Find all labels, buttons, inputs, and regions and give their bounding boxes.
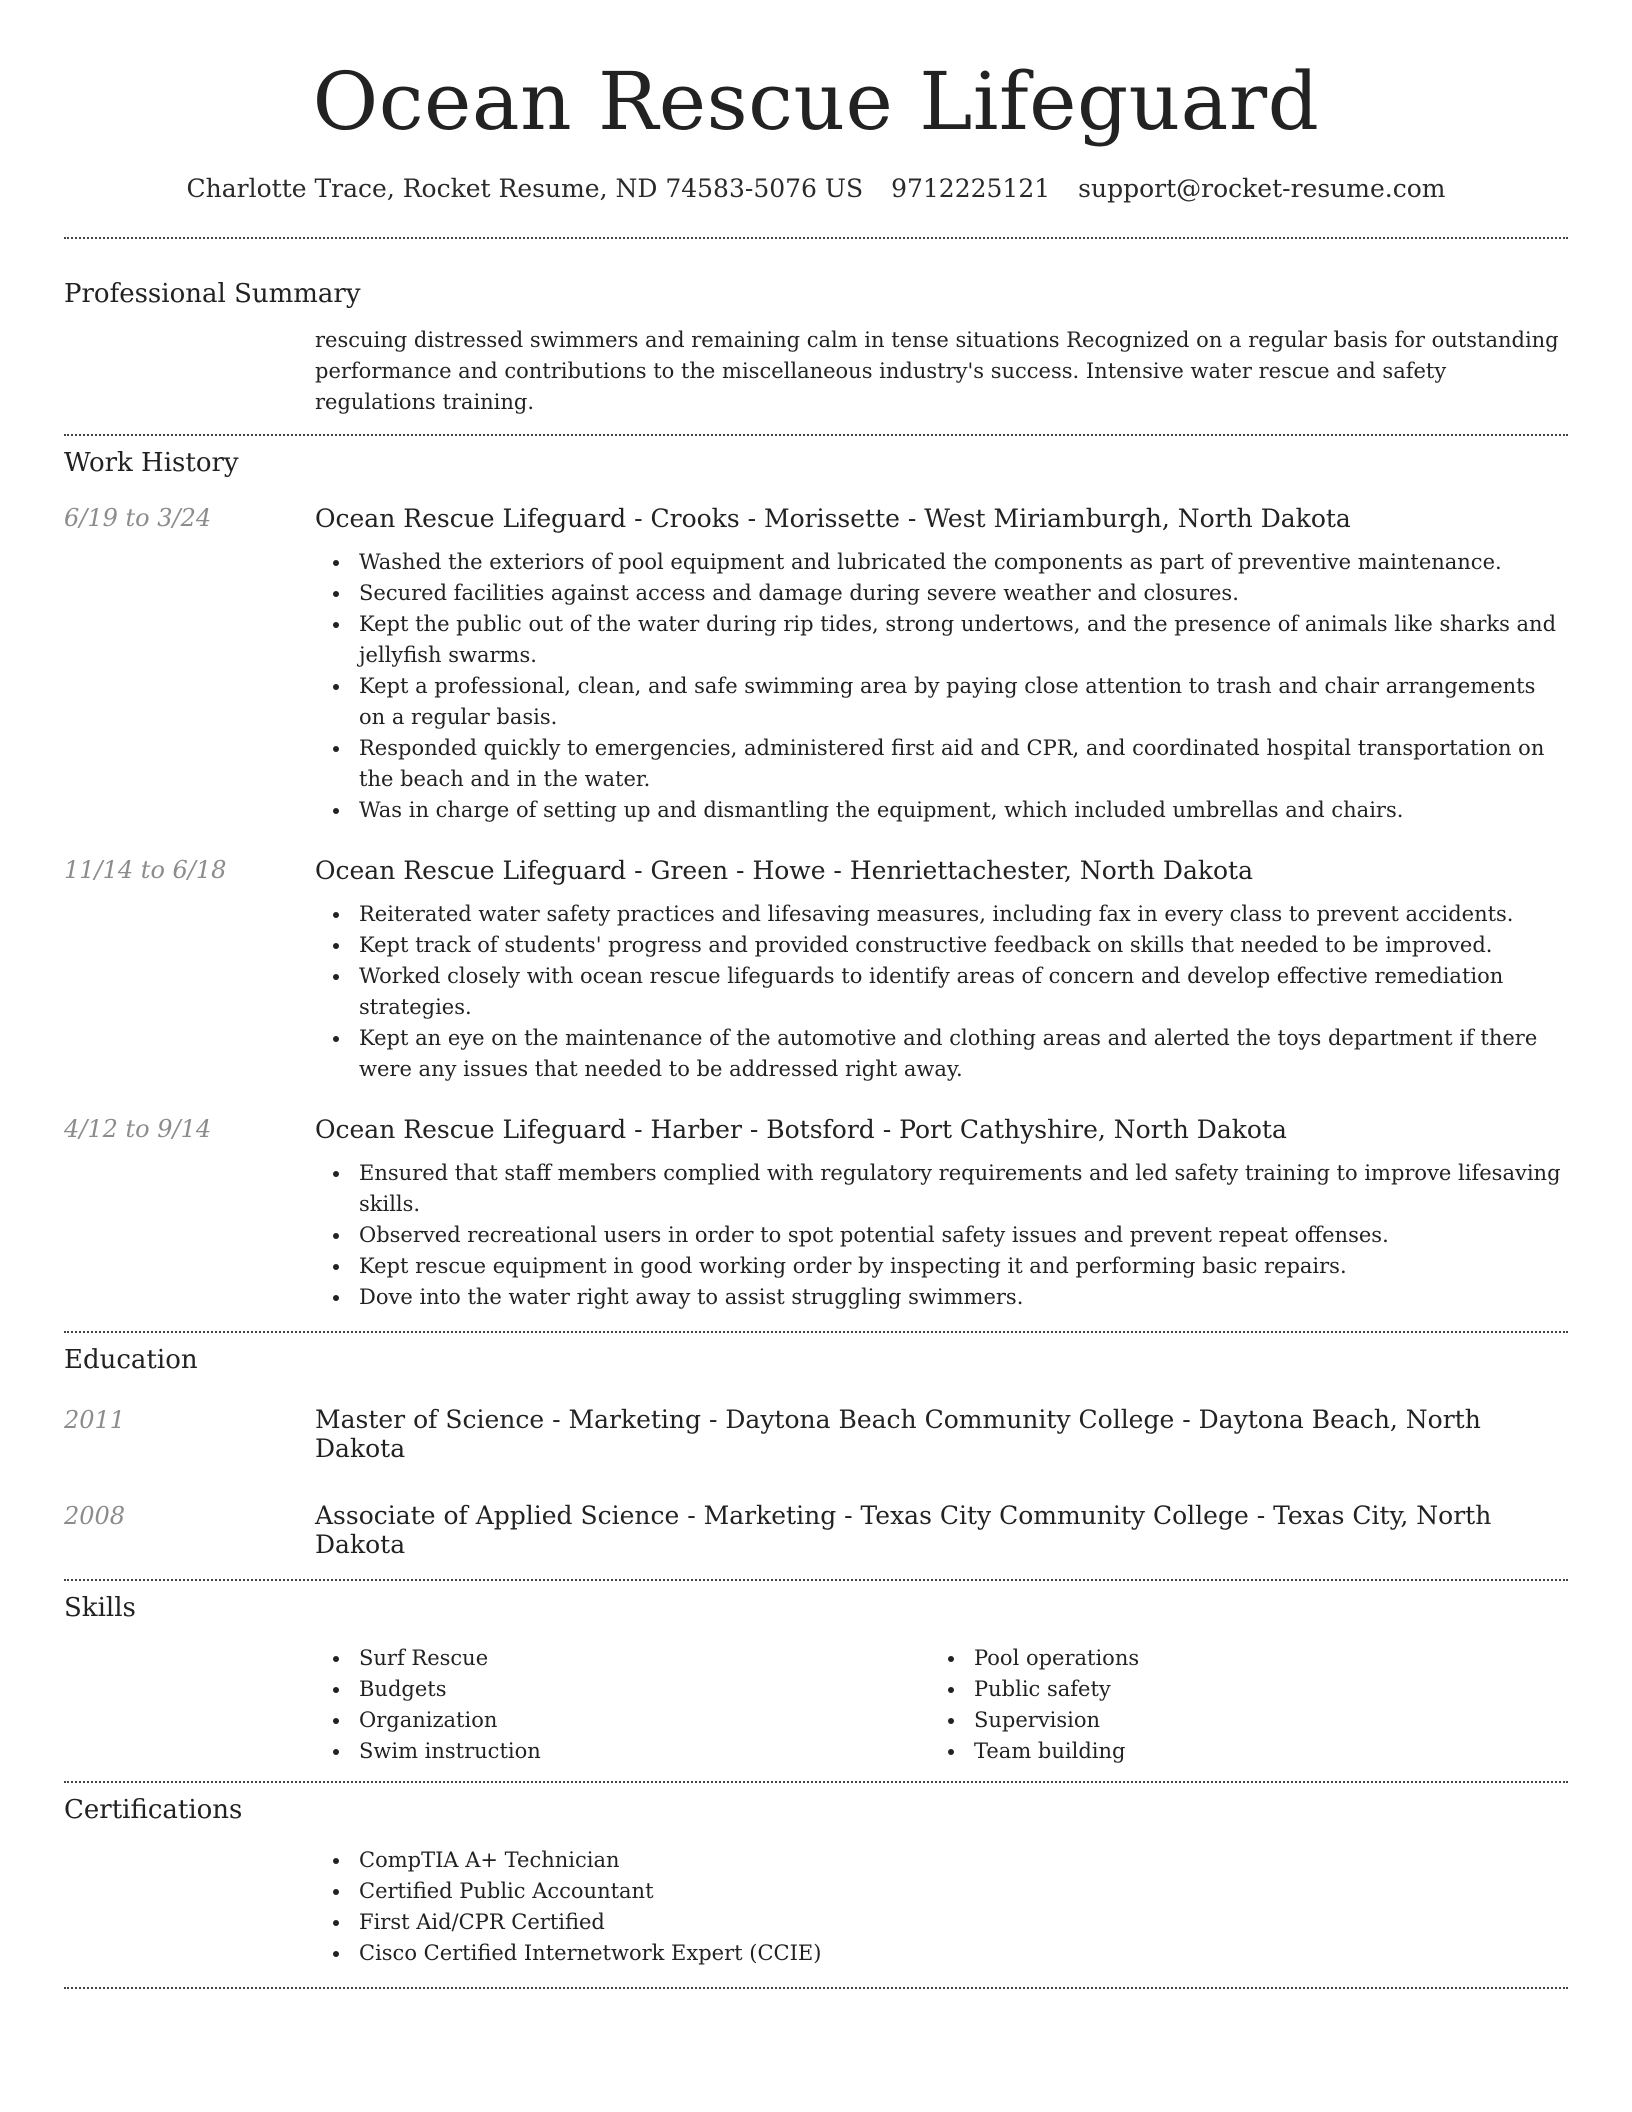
job-bullets xyxy=(315,899,1568,1085)
list-item: Certified Public Accountant xyxy=(315,1876,1568,1907)
divider xyxy=(64,1781,1568,1783)
list-item: Observed recreational users in order to spot potential safety issues and prevent repeat offenses. xyxy=(315,1220,1568,1251)
job-date: 11/14 to 6/18 xyxy=(64,856,227,884)
education-heading: Education xyxy=(64,1345,198,1375)
list-item: Kept the public out of the water during rip tides, strong undertows, and the presence of animals like sharks and jellyfish swarms. xyxy=(315,609,1568,671)
education-title: Master of Science - Marketing - Daytona Beach Community College - Daytona Beach, North Dakota xyxy=(315,1405,1481,1463)
job-entry xyxy=(64,504,1568,826)
list-item: Ensured that staff members complied with regulatory requirements and led safety training to improve lifesaving skills. xyxy=(315,1158,1568,1220)
list-item: Swim instruction xyxy=(315,1736,930,1767)
list-item: Organization xyxy=(315,1705,930,1736)
list-item: Kept an eye on the maintenance of the automotive and clothing areas and alerted the toys department if there were any issues that needed to be addressed right away. xyxy=(315,1023,1568,1085)
list-item: First Aid/CPR Certified xyxy=(315,1907,1568,1938)
list-item: Kept a professional, clean, and safe swimming area by paying close attention to trash and chair arrangements on a regular basis. xyxy=(315,671,1568,733)
list-item: Reiterated water safety practices and lifesaving measures, including fax in every class to prevent accidents. xyxy=(315,899,1568,930)
summary-heading: Professional Summary xyxy=(64,279,361,309)
list-item: Supervision xyxy=(930,1705,1545,1736)
job-entry xyxy=(64,856,1568,1085)
divider xyxy=(64,1579,1568,1581)
list-item: Secured facilities against access and damage during severe weather and closures. xyxy=(315,578,1568,609)
education-entry xyxy=(64,1501,1568,1559)
list-item: Washed the exteriors of pool equipment and lubricated the components as part of preventive maintenance. xyxy=(315,547,1568,578)
job-title: Ocean Rescue Lifeguard - Harber - Botsford - Port Cathyshire, North Dakota xyxy=(315,1115,1287,1144)
divider xyxy=(64,237,1568,239)
education-section xyxy=(64,1345,1568,1559)
list-item: Budgets xyxy=(315,1674,930,1705)
list-item: Kept track of students' progress and provided constructive feedback on skills that needed to be improved. xyxy=(315,930,1568,961)
job-title: Ocean Rescue Lifeguard - Crooks - Morissette - West Miriamburgh, North Dakota xyxy=(315,504,1351,533)
list-item: Responded quickly to emergencies, administered first aid and CPR, and coordinated hospital transportation on the beach and in the water. xyxy=(315,733,1568,795)
list-item: Surf Rescue xyxy=(315,1643,930,1674)
contact-phone: 9712225121 xyxy=(891,174,1051,203)
contact-line xyxy=(64,174,1568,203)
education-date: 2011 xyxy=(64,1406,126,1434)
job-entry xyxy=(64,1115,1568,1313)
divider xyxy=(64,1331,1568,1333)
list-item: Kept rescue equipment in good working order by inspecting it and performing basic repairs. xyxy=(315,1251,1568,1282)
certifications-list xyxy=(315,1845,1568,1969)
resume-page xyxy=(64,0,1568,1989)
list-item: Worked closely with ocean rescue lifeguards to identify areas of concern and develop effective remediation strategies. xyxy=(315,961,1568,1023)
job-body xyxy=(315,1115,1568,1313)
resume-title: Ocean Rescue Lifeguard xyxy=(312,55,1320,148)
skills-section xyxy=(64,1593,1568,1767)
job-bullets xyxy=(315,547,1568,826)
skills-list xyxy=(315,1643,930,1767)
work-history-section xyxy=(64,448,1568,1313)
skills-column-right xyxy=(930,1643,1545,1767)
list-item: CompTIA A+ Technician xyxy=(315,1845,1568,1876)
list-item: Dove into the water right away to assist struggling swimmers. xyxy=(315,1282,1568,1313)
work-history-heading: Work History xyxy=(64,448,239,478)
list-item: Pool operations xyxy=(930,1643,1545,1674)
divider xyxy=(64,1987,1568,1989)
job-date: 4/12 to 9/14 xyxy=(64,1115,212,1143)
skills-grid xyxy=(315,1643,1568,1767)
job-body xyxy=(315,856,1568,1085)
contact-email: support@rocket-resume.com xyxy=(1078,174,1446,203)
education-date: 2008 xyxy=(64,1502,126,1530)
summary-text: rescuing distressed swimmers and remaining calm in tense situations Recognized on a regular basis for outstanding performance and contributions to the miscellaneous industry's success. Intensive water rescue and safety regulations training. xyxy=(315,328,1559,414)
summary-section xyxy=(64,279,1568,418)
list-item: Public safety xyxy=(930,1674,1545,1705)
skills-heading: Skills xyxy=(64,1593,136,1623)
job-bullets xyxy=(315,1158,1568,1313)
education-title: Associate of Applied Science - Marketing - Texas City Community College - Texas City, North Dakota xyxy=(315,1501,1492,1559)
job-date: 6/19 to 3/24 xyxy=(64,504,212,532)
education-entry xyxy=(64,1405,1568,1463)
divider xyxy=(64,434,1568,436)
certifications-section xyxy=(64,1795,1568,1969)
job-title: Ocean Rescue Lifeguard - Green - Howe - Henriettachester, North Dakota xyxy=(315,856,1254,885)
list-item: Cisco Certified Internetwork Expert (CCIE) xyxy=(315,1938,1568,1969)
job-body xyxy=(315,504,1568,826)
skills-column-left xyxy=(315,1643,930,1767)
list-item: Was in charge of setting up and dismantling the equipment, which included umbrellas and chairs. xyxy=(315,795,1568,826)
list-item: Team building xyxy=(930,1736,1545,1767)
skills-list xyxy=(930,1643,1545,1767)
contact-address: Charlotte Trace, Rocket Resume, ND 74583-5076 US xyxy=(186,174,864,203)
certifications-heading: Certifications xyxy=(64,1795,243,1825)
